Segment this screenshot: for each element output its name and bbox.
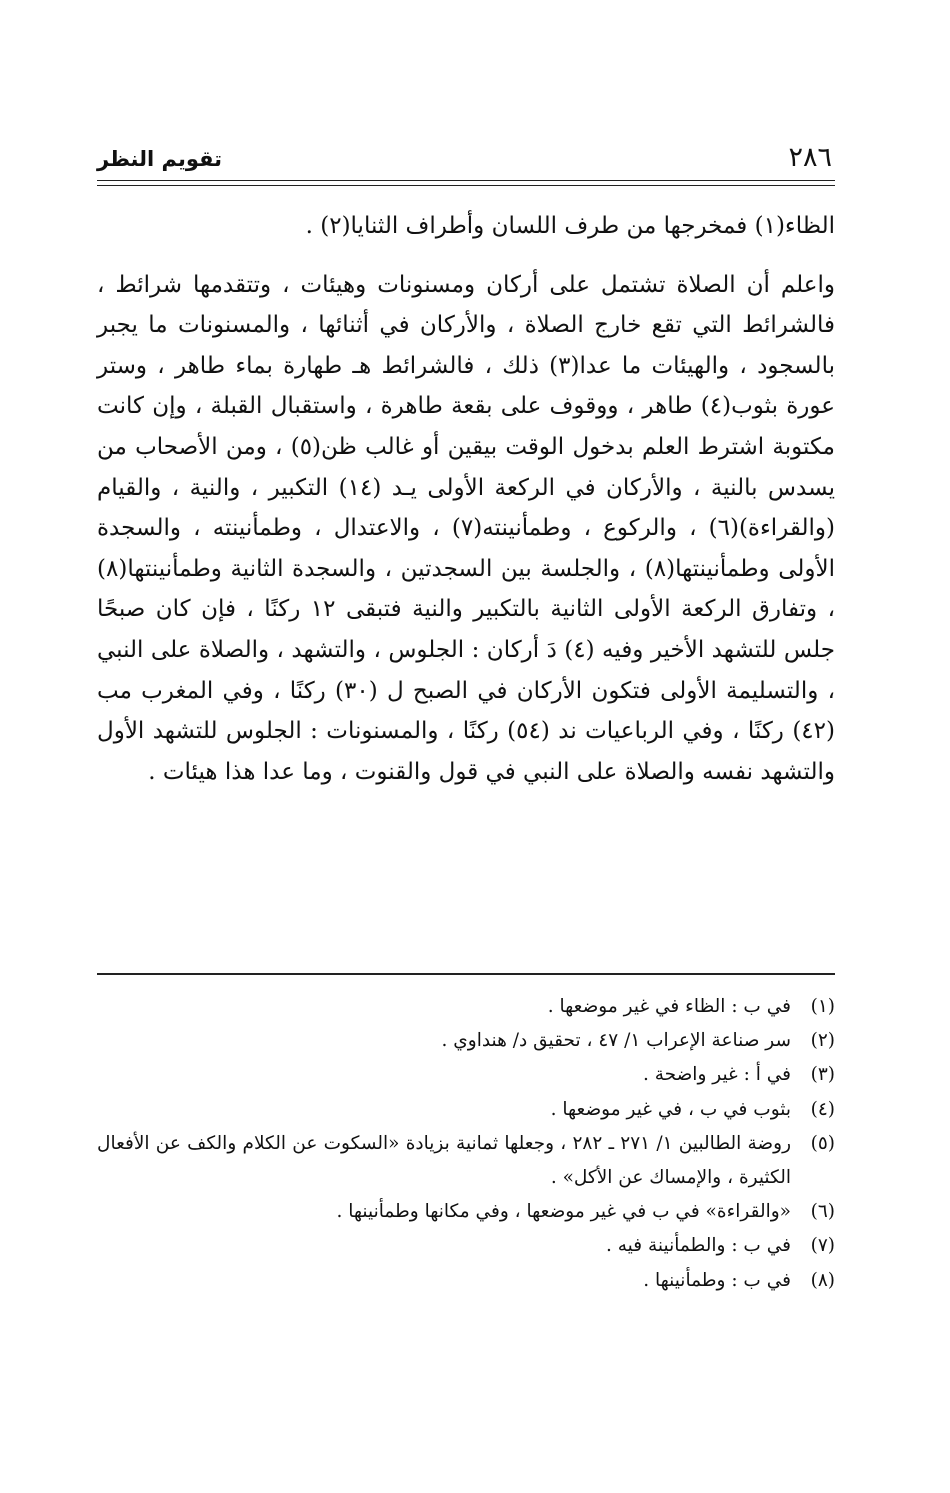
text-line: في قول والقنوت ، وما عدا هذا هيئات . — [148, 758, 516, 785]
text-line: الأصحاب من يسدس بالنية ، والأركان في الركعة الأولى يـد (١٤) التكبير ، — [97, 433, 835, 501]
text-line: الجلوس ، والتشهد ، والصلاة على النبي ، والتسليمة الأولى فتكون الأركان في — [97, 636, 835, 704]
text-line: وطمأنينته ، والسجدة الأولى وطمأنينتها(٨) ، والجلسة بين السجدتين ، — [97, 515, 835, 582]
footnote-text: روضة الطالبين ١/ ٢٧١ ـ ٢٨٢ ، وجعلها ثمانية بزيادة «السكوت عن الكلام والكف عن الأفعال الكثيرة ، والإمساك عن الأكل» . — [97, 1132, 792, 1189]
running-head — [97, 138, 832, 178]
paragraph-1 — [97, 206, 835, 247]
footnote-text: «والقراءة» في ب في غير موضعها ، وفي مكانها وطمأنينها . — [336, 1201, 791, 1223]
text-line: واعلم أن الصلاة تشتمل على أركان ومسنونات وهيئات ، وتتقدمها — [193, 271, 835, 298]
footnote-number: (٥) — [810, 1132, 835, 1154]
text-line: فتبقى ١٢ ركنًا ، فإن كان صبحًا جلس للتشهد الأخير وفيه (٤) دَ أركان : — [97, 596, 836, 663]
footnote-number: (٨) — [810, 1269, 835, 1291]
footnote-rule — [97, 973, 835, 975]
text-line: ركنًا ، والمسنونات : الجلوس للتشهد الأول والتشهد نفسه والصلاة على النبي — [97, 718, 835, 785]
running-title: تقويم النظر — [97, 147, 223, 171]
text-line: الظاء(١) فمخرجها من طرف اللسان وأطراف الثنايا(٢) . — [305, 213, 835, 239]
footnote-number: (٦) — [810, 1201, 835, 1223]
footnote-number: (٧) — [810, 1235, 835, 1257]
main-text — [97, 206, 835, 792]
footnote-8 — [97, 1264, 835, 1298]
footnote-text: في ب : وطمأنينها . — [643, 1269, 791, 1291]
text-line: والسجدة الثانية وطمأنينتها(٨) ، وتفارق الركعة الأولى الثانية بالتكبير والنية — [97, 555, 835, 623]
text-line: وستر عورة بثوب(٤) طاهر ، ووقوف على بقعة طاهرة ، واستقبال القبلة ، وإن — [97, 352, 835, 420]
footnote-text: في ب : الظاء في غير موضعها . — [547, 996, 791, 1017]
text-line: ما يجبر بالسجود ، والهيئات ما عدا(٣) ذلك ، فالشرائط هـ طهارة بماء طاهر ، — [97, 312, 835, 379]
text-line: الصبح ل (٣٠) ركنًا ، وفي المغرب مب (٤٢) ركنًا ، وفي الرباعيات ند (٥٤) — [97, 677, 835, 745]
footnote-number: (٣) — [810, 1064, 835, 1086]
footnote-text: في ب : والطمأنينة فيه . — [606, 1235, 791, 1257]
page-number: ٢٨٦ — [788, 142, 832, 173]
footnote-3 — [97, 1058, 835, 1092]
footnote-4 — [97, 1093, 835, 1127]
footnote-number: (٢) — [810, 1030, 835, 1052]
paragraph-2 — [97, 265, 835, 793]
text-line: والنية ، والقيام (والقراءة)(٦) ، والركوع ، وطمأنينته(٧) ، والاعتدال ، — [97, 474, 835, 542]
footnote-text: في أ : غير واضحة . — [642, 1064, 791, 1086]
text-line: كانت مكتوبة اشترط العلم بدخول الوقت بيقين أو غالب ظن(٥) ، ومن — [97, 393, 835, 460]
header-rule-double — [97, 185, 835, 186]
footnote-text: سر صناعة الإعراب ١/ ٤٧ ، تحقيق د/ هنداوي . — [441, 1030, 791, 1052]
footnotes — [97, 990, 835, 1298]
footnote-number: (١) — [810, 996, 835, 1017]
footnote-7 — [97, 1229, 835, 1263]
footnote-5 — [97, 1127, 835, 1195]
text-line: شرائط ، فالشرائط التي تقع خارج الصلاة ، والأركان في أثنائها ، والمسنونات — [97, 271, 835, 339]
header-rule — [97, 180, 835, 181]
footnote-number: (٤) — [810, 1098, 835, 1120]
footnote-2 — [97, 1024, 835, 1058]
footnote-text: بثوب في ب ، في غير موضعها . — [550, 1098, 791, 1120]
footnote-1 — [97, 990, 835, 1024]
footnote-6 — [97, 1195, 835, 1229]
